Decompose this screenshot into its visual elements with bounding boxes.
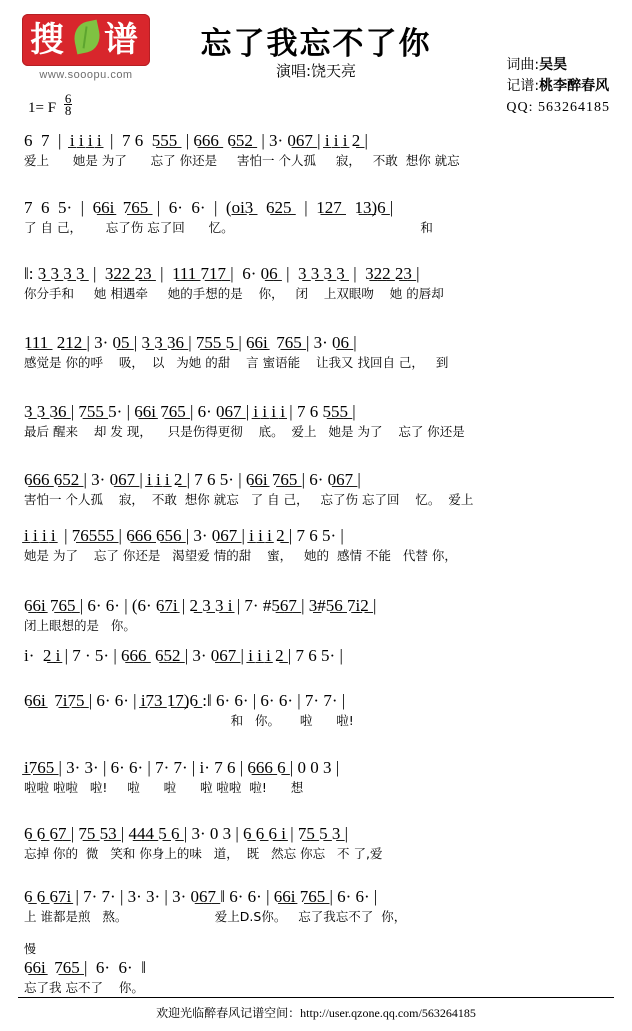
lyric-row: 最后 醒来 却 发 现， 只是伤得更彻 底。 爱上 她是 为了 忘了 你还是: [24, 424, 465, 439]
credits-block: [506, 55, 610, 118]
music-system: [24, 263, 612, 303]
lyric-row: 你分手和 她 相遇牵 她的手想的是 你， 闭 上双眼吻 她 的唇却: [24, 286, 444, 301]
note-row: ‖: 3̲ 3̲ 3̲ 3̲ | 3̲2̲2̲ 2̲3̲ | 1̲1̲1̲ 7̲1̲7̲ | 6· 0̲6̲ | 3̲ 3̲ 3̲ 3̲ | 3̲2̲2̲ 2̲3̲ |: [24, 264, 420, 283]
note-row: 6 7 | i̲ i̲ i̲ i̲ | 7 6 5̲5̲5̲ | 6̲6̲6̲ 6̲5̲2̲ | 3· 0̲6̲7̲ | i̲ i̲ i̲ 2̲ |: [24, 131, 368, 150]
music-system: [24, 886, 612, 926]
note-row: i̲ i̲ i̲ i̲ | 7̲6̲5̲5̲5̲ | 6̲6̲6̲ 6̲5̲6̲ | 3· 0̲6̲7̲ | i̲ i̲ i̲ 2̲ | 7 6 5· |: [24, 526, 344, 545]
logo-char-1: 搜: [30, 20, 64, 60]
key-signature: [28, 93, 72, 117]
note-row: 6̲6̲i̲ 7̲6̲5̲ | 6· 6· | (6· 6̲7̲i̲ | 2̲ 3̲ 3̲ i̲ | 7· #5̲6̲7̲ | 3̲#5̲6̲ 7̲i̲2̲ |: [24, 596, 377, 615]
credit-lyrics: [506, 55, 610, 76]
lyric-row: 忘掉 你的 微 笑和 你身上的味 道， 既 然忘 你忘 不 了,爱: [24, 846, 383, 861]
lyric-row: [24, 667, 612, 685]
time-signature-denominator: 8: [64, 103, 72, 118]
tempo-marking: 慢: [24, 942, 37, 956]
credit-qq: QQ: 563264185: [506, 100, 610, 115]
credit-notation-value: 桃李醉春风: [539, 78, 610, 94]
time-signature: [64, 93, 73, 116]
lyric-row: 啦啦 啦啦 啦! 啦 啦 啦 啦啦 啦! 想: [24, 780, 304, 795]
time-signature-numerator: 6: [64, 91, 72, 106]
key-label: 1= F: [28, 100, 57, 116]
footer-text[interactable]: 欢迎光临醉春风记谱空间：http://user.qzone.qq.com/563264185: [156, 1006, 476, 1020]
note-row: 6̲6̲i̲ 7̲i̲7̲5̲ | 6· 6· | i̲7̲3̲ 1̲7̲)6̲ :‖ 6· 6· | 6· 6· | 7· 7· |: [24, 691, 346, 710]
music-system: [24, 525, 612, 565]
music-system: [24, 940, 612, 997]
lyric-row: 上 谁都是煎 熬。 爱上D.S你。 忘了我忘不了 你，: [24, 909, 407, 924]
music-system: [24, 332, 612, 372]
music-system: [24, 595, 612, 635]
music-system: [24, 197, 612, 237]
note-row: 1̲1̲1̲ 2̲1̲2̲ | 3· 0̲5̲ | 3̲ 3̲ 3̲6̲ | 7̲5̲5̲ 5̲ | 6̲6̲i̲ 7̲6̲5̲ | 3· 0̲6̲ |: [24, 333, 357, 352]
music-system: [24, 823, 612, 863]
music-system: [24, 645, 612, 685]
lyric-row: 她是 为了 忘了 你还是 渴望爱 情的甜 蜜， 她的 感情 不能 代替 你，: [24, 548, 457, 563]
note-row: i· 2̲ i̲ | 7 · 5· | 6̲6̲6̲ 6̲5̲2̲ | 3· 0̲6̲7̲ | i̲ i̲ i̲ 2̲ | 7 6 5· |: [24, 646, 343, 665]
music-system: [24, 690, 612, 730]
note-row: 6̲ 6̲ 6̲7̲i̲ | 7· 7· | 3· 3· | 3· 0̲6̲7̲ ‖ 6· 6· | 6̲6̲i̲ 7̲6̲5̲ | 6· 6· |: [24, 887, 378, 906]
credit-notation-label: 记谱:: [506, 78, 540, 94]
lyric-row: 感觉是 你的呼 吸， 以 为她 的甜 言 蜜语能 让我又 找回自 己， 到: [24, 355, 449, 370]
note-row: 3̲ 3̲ 3̲6̲ | 7̲5̲5̲ 5· | 6̲6̲i̲ 7̲6̲5̲ | 6· 0̲6̲7̲ | i̲ i̲ i̲ i̲ | 7 6 5̲5̲5̲ |: [24, 402, 356, 421]
credit-lyrics-label: 词曲:: [506, 57, 540, 73]
credit-notation: [506, 76, 610, 97]
note-row: 6̲6̲6̲ 6̲5̲2̲ | 3· 0̲6̲7̲ | i̲ i̲ i̲ 2̲ | 7 6 5· | 6̲6̲i̲ 7̲6̲5̲ | 6· 0̲6̲7̲ |: [24, 470, 361, 489]
lyric-row: 忘了我 忘不了 你。: [24, 980, 144, 995]
music-system: [24, 401, 612, 441]
note-row: 6̲ 6̲ 6̲7̲ | 7̲5̲ 5̲3̲ | 4̲4̲4̲ 5̲ 6̲ | 3· 0 3 | 6̲ 6̲ 6̲ i̲ | 7̲5̲ 5̲ 3̲ |: [24, 824, 349, 843]
note-row: i̲7̲6̲5̲ | 3· 3· | 6· 6· | 7· 7· | i· 7 6 | 6̲6̲6̲ 6̲ | 0 0 3 |: [24, 758, 340, 777]
music-system: [24, 757, 612, 797]
lyric-row: 和 你。 啦 啦!: [24, 713, 354, 728]
singer-line: 演唱:饶天亮: [275, 62, 357, 80]
lyric-row: 闭上眼想的是 你。: [24, 618, 136, 633]
page-title: 忘了我忘不了你: [200, 26, 432, 62]
lyric-row: 爱上 她是 为了 忘了 你还是 害怕一 个人孤 寂， 不敢 想你 就忘: [24, 153, 460, 168]
music-system: [24, 130, 612, 170]
lyric-row: 害怕一 个人孤 寂， 不敢 想你 就忘 了 自 己， 忘了伤 忘了回 忆。 爱上: [24, 492, 474, 507]
logo-char-2: 谱: [104, 20, 138, 60]
footer-divider: [18, 997, 614, 998]
note-row: 7 6 5· | 6̲6̲i̲ 7̲6̲5̲ | 6· 6· | (o̲i̲3̲ 6̲2̲5̲ | 1̲2̲7̲ 1̲3̲)6̲ |: [24, 198, 394, 217]
logo-url: www.sooopu.com: [39, 69, 133, 81]
lyric-row: 了 自 己， 忘了伤 忘了回 忆。 和: [24, 220, 433, 235]
music-system: [24, 469, 612, 509]
note-row: 6̲6̲i̲ 7̲6̲5̲ | 6· 6· ‖: [24, 958, 146, 977]
credit-lyrics-value: 吴昊: [539, 57, 568, 73]
